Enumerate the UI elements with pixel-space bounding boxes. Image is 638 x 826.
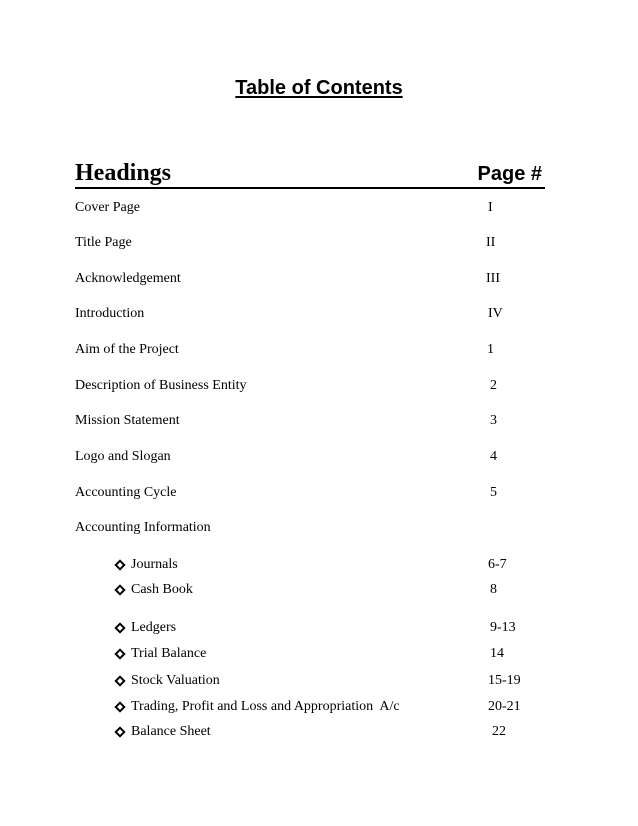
toc-entry-label: Aim of the Project [75,342,179,357]
toc-row [0,484,638,502]
toc-subentry-page: 15-19 [488,673,521,688]
toc-row [0,270,638,288]
toc-subentry-label: Balance Sheet [131,724,211,739]
toc-row [0,305,638,323]
toc-subrow [0,581,638,599]
toc-row [0,377,638,395]
toc-entry-page: 4 [490,449,497,464]
toc-entry-label: Logo and Slogan [75,449,171,464]
toc-entry-page: IV [488,306,503,321]
toc-subentry-page: 9-13 [490,620,516,635]
toc-subentry-page: 6-7 [488,557,507,572]
toc-entry-page: III [486,271,500,286]
diamond-bullet-icon [114,675,125,686]
toc-subrow [0,698,638,716]
page-title: Table of Contents [235,77,403,99]
toc-subentry-label: Trading, Profit and Loss and Appropriation A/c [131,699,400,714]
diamond-bullet-icon [114,559,125,570]
toc-subentry-page: 14 [490,646,504,661]
toc-entry-page: 1 [487,342,494,357]
toc-subentry-label: Cash Book [131,582,193,597]
toc-subrow [0,672,638,690]
toc-row [0,234,638,252]
toc-subentry-label: Journals [131,557,178,572]
toc-subentry-page: 20-21 [488,699,521,714]
diamond-bullet-icon [114,726,125,737]
toc-entry-page: 3 [490,413,497,428]
toc-entry-label: Cover Page [75,200,140,215]
toc-subentry-page: 22 [492,724,506,739]
toc-row [0,448,638,466]
headings-column-title: Headings [75,159,446,189]
page-number-column-title [446,160,545,189]
page-number-column-label: Page # [477,163,542,185]
toc-subrow [0,723,638,741]
toc-entry-label: Introduction [75,306,145,321]
toc-entry-page: 2 [490,378,497,393]
toc-subentry-label: Stock Valuation [131,673,220,688]
toc-row [0,519,638,537]
diamond-bullet-icon [114,648,125,659]
toc-subentry-page: 8 [490,582,497,597]
diamond-bullet-icon [114,622,125,633]
toc-section-label: Accounting Information [75,520,211,535]
toc-entry-label: Title Page [75,235,132,250]
toc-entry-page: II [486,235,496,250]
toc-row [0,412,638,430]
toc-row [0,341,638,359]
diamond-bullet-icon [114,701,125,712]
toc-subrow [0,645,638,663]
toc-subrow [0,619,638,637]
toc-entry-label: Mission Statement [75,413,180,428]
toc-entry-page: 5 [490,485,497,500]
toc-subentry-label: Trial Balance [131,646,207,661]
toc-subrow [0,556,638,574]
diamond-bullet-icon [114,584,125,595]
toc-entry-page: I [488,200,493,215]
toc-subentry-label: Ledgers [131,620,177,635]
toc-row [0,199,638,217]
toc-entry-label: Description of Business Entity [75,378,247,393]
toc-entry-label: Accounting Cycle [75,485,177,500]
toc-entry-label: Acknowledgement [75,271,181,286]
